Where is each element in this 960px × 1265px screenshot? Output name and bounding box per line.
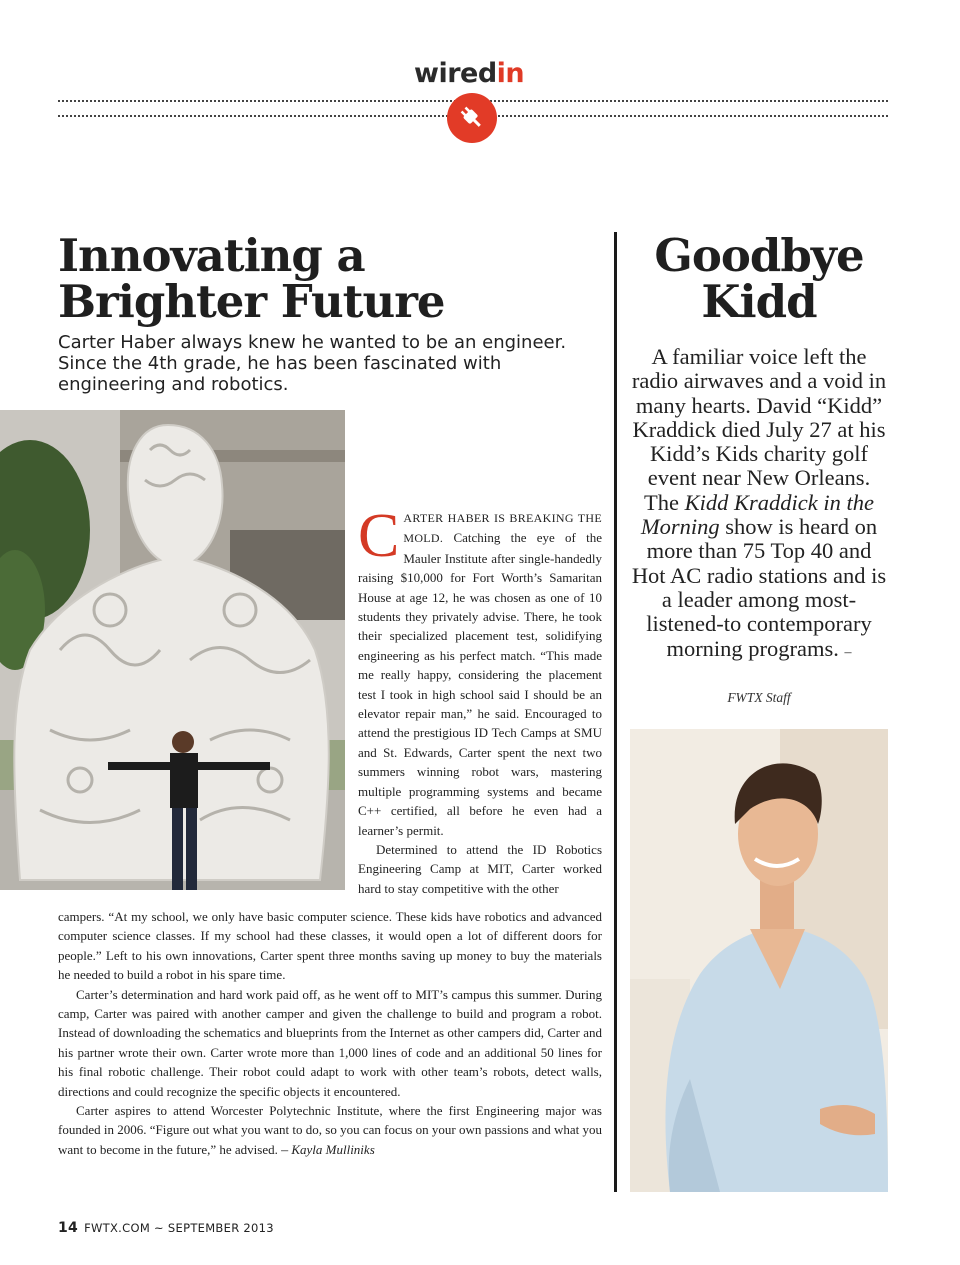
section-word-accent: in	[496, 58, 525, 89]
paragraph-text: Carter aspires to attend Worcester Polytechnic Institute, where the first Engineering major was founded in 2006. “Figure out what you want to do, so you can focus on your own passions and what you want to become in the future,” he advised.	[58, 1103, 602, 1157]
sidebar-headline-line-2: Kidd	[701, 275, 817, 328]
article-paragraph: Determined to attend the ID Robotics Engineering Camp at MIT, Carter worked hard to stay competitive with the other	[358, 841, 602, 896]
drop-cap: C	[358, 502, 400, 570]
headline-line-2: Brighter Future	[58, 275, 445, 328]
sidebar-headline	[630, 229, 888, 328]
paragraph-text: Catching the eye of the Mauler Institute after single-handedly raising $10,000 for Fort Worth’s Samaritan House at age 12, he was chosen as one of 10 students they privately advise. There, he took their specialized placement test, solidifying engineering as his perfect match. “This made me really happy, considering the placement test I took in high school said I should be an elevator repair man,” he said. Encouraged to attend the prestigious ID Tech Camps at SMU and St. Edwards, Carter spent the next two summers winning robot wars, mastering multiple programming systems and became C++ certified, all before he even had a learner’s permit.	[358, 530, 602, 838]
author-byline: Kayla Mulliniks	[291, 1141, 375, 1157]
sidebar-body	[628, 345, 890, 665]
article-paragraph: Carter’s determination and hard work paid off, as he went off to MIT’s campus this summer. During camp, Carter was paired with another camper and given the challenge to build and program a robot. Instead of downloading the schematics and blueprints from the Internet as other campers did, Carter and his partner wrote their own. Carter wrote more than 1,000 lines of code and an additional 50 lines for his final robotic challenge. Their robot could adapt to work with other team’s robots, detect walls, directions and could recognize the specific objects it encountered.	[58, 986, 602, 1099]
byline-dash: –	[281, 1142, 289, 1158]
statue-photo	[0, 410, 345, 890]
page-footer	[58, 1220, 274, 1236]
article-paragraph	[358, 502, 602, 840]
headline-line-1: Innovating a	[58, 229, 365, 282]
section-word: wired	[414, 58, 497, 89]
portrait-photo	[630, 729, 888, 1192]
footer-separator: ~	[154, 1221, 164, 1235]
lead-in: ARTER HABER IS BREAKING THE MOLD.	[403, 511, 602, 546]
sidebar-text: A familiar voice left the radio airwaves and a void in many hearts. David “Kidd” Kraddick died July 27 at his Kidd’s Kids charity golf event near New Orleans. The	[631, 344, 887, 515]
plug-icon	[447, 93, 497, 143]
section-logo	[414, 58, 524, 89]
article-body-wide	[58, 907, 602, 1160]
article-paragraph: campers. “At my school, we only have basic computer science. These kids have robotics and advanced computer science classes. If my school had these classes, it would open a lot of different doors for people.” Left to his own innovations, Carter spent three months saving up money to buy the materials he needed to build a robot in his spare time.	[58, 909, 602, 983]
issue-date: SEPTEMBER 2013	[167, 1221, 274, 1235]
sidebar-dash: –	[844, 644, 852, 660]
site-name: FWTX.COM	[84, 1221, 151, 1235]
page-number: 14	[58, 1220, 79, 1236]
article-body-column	[358, 502, 602, 898]
sidebar-byline: FWTX Staff	[727, 690, 791, 705]
sidebar-text: show is heard on more than 75 Top 40 and Hot AC radio stations and is a leader among most-listened-to contemporary morning programs.	[631, 514, 887, 661]
article-paragraph	[58, 1101, 602, 1160]
column-divider	[614, 232, 617, 1192]
article-headline	[58, 229, 603, 328]
article-deck: Carter Haber always knew he wanted to be an engineer. Since the 4th grade, he has been fascinated with engineering and robotics.	[58, 332, 567, 395]
show-name: Kidd Kraddick in the Morning	[640, 489, 874, 540]
sidebar-headline-line-1: Goodbye	[654, 229, 864, 282]
